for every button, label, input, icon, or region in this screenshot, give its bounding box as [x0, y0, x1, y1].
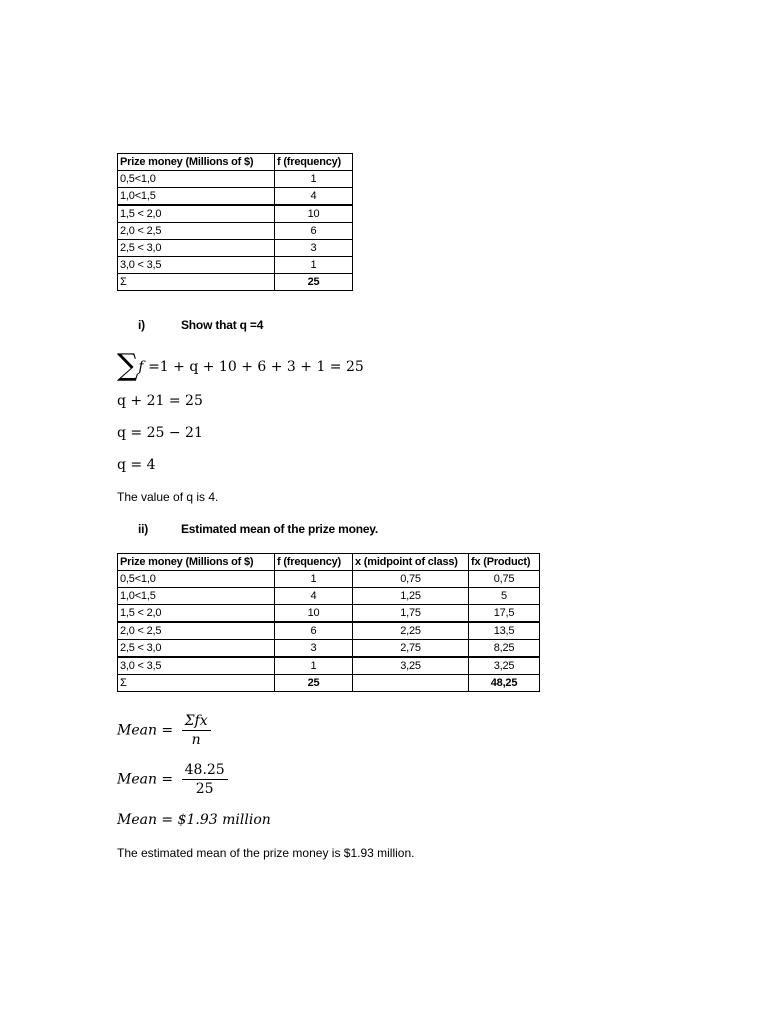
- table-row: [118, 223, 353, 240]
- part-i-heading: [138, 318, 438, 334]
- frequency-cell: 6: [275, 223, 353, 240]
- table-row: [118, 640, 540, 658]
- fraction-numerator: [182, 712, 211, 731]
- frequency-cell: 10: [275, 205, 353, 223]
- total-product-cell: 48,25: [469, 675, 540, 692]
- fraction-numerator: 48.25: [182, 761, 228, 780]
- midpoint-cell: 3,25: [353, 657, 469, 675]
- total-frequency-cell: 25: [275, 274, 353, 291]
- midpoint-cell: 2,75: [353, 640, 469, 658]
- mean-label: Mean =: [117, 771, 174, 788]
- midpoint-cell: 1,75: [353, 605, 469, 623]
- table-row: [118, 205, 353, 223]
- mean-result: [117, 812, 271, 828]
- sum-variable: f: [138, 359, 144, 375]
- frequency-cell: 1: [275, 171, 353, 188]
- mean-result-text: Mean = $1.93 million: [117, 812, 271, 828]
- product-cell: 0,75: [469, 571, 540, 588]
- table-row: [118, 188, 353, 206]
- header-frequency: f (frequency): [275, 554, 353, 571]
- frequency-cell: 4: [275, 588, 353, 605]
- sum-fx-text: Σfx: [184, 713, 208, 729]
- sigma-cell: Σ: [118, 274, 275, 291]
- product-cell: 8,25: [469, 640, 540, 658]
- class-cell: 1,5 < 2,0: [118, 205, 275, 223]
- frequency-cell: 1: [275, 257, 353, 274]
- part-i-number: i): [138, 318, 145, 332]
- table-row: [118, 571, 540, 588]
- table-row: [118, 605, 540, 623]
- part-ii-heading: [138, 522, 538, 538]
- header-product: fx (Product): [469, 554, 540, 571]
- midpoint-cell: 2,25: [353, 622, 469, 640]
- part-ii-title: Estimated mean of the prize money.: [181, 522, 379, 536]
- mean-conclusion-text: The estimated mean of the prize money is $1.93 million.: [117, 846, 415, 860]
- product-cell: 13,5: [469, 622, 540, 640]
- header-prize-money: Prize money (Millions of $): [118, 554, 275, 571]
- total-frequency-cell: 25: [275, 675, 353, 692]
- mean-formula: [117, 712, 211, 749]
- frequency-table: [117, 153, 353, 291]
- mean-fraction: [182, 712, 211, 749]
- mean-substitution: [117, 761, 228, 798]
- mean-label: Mean =: [117, 722, 174, 739]
- n-text: n: [191, 732, 201, 748]
- class-cell: 0,5<1,0: [118, 571, 275, 588]
- product-cell: 5: [469, 588, 540, 605]
- mean-calculation-table: [117, 553, 540, 692]
- class-cell: 2,0 < 2,5: [118, 622, 275, 640]
- frequency-cell: 1: [275, 657, 353, 675]
- summation-symbol: ∑: [117, 348, 139, 383]
- table-total-row: [118, 675, 540, 692]
- table-header-row: [118, 154, 353, 171]
- empty-midpoint-cell: [353, 675, 469, 692]
- frequency-cell: 3: [275, 640, 353, 658]
- equation-line: q + 21 = 25: [117, 393, 203, 409]
- frequency-cell: 4: [275, 188, 353, 206]
- product-cell: 17,5: [469, 605, 540, 623]
- table-row: [118, 240, 353, 257]
- header-frequency: f (frequency): [275, 154, 353, 171]
- header-midpoint: x (midpoint of class): [353, 554, 469, 571]
- frequency-cell: 6: [275, 622, 353, 640]
- table-row: [118, 171, 353, 188]
- frequency-cell: 1: [275, 571, 353, 588]
- class-cell: 3,0 < 3,5: [118, 657, 275, 675]
- part-ii-number: ii): [138, 522, 149, 536]
- class-cell: 2,5 < 3,0: [118, 240, 275, 257]
- table-row: [118, 588, 540, 605]
- class-cell: 1,0<1,5: [118, 588, 275, 605]
- fraction-denominator: [182, 731, 211, 749]
- part-i-title: Show that q =4: [181, 318, 264, 332]
- product-cell: 3,25: [469, 657, 540, 675]
- frequency-cell: 10: [275, 605, 353, 623]
- class-cell: 1,0<1,5: [118, 188, 275, 206]
- equation-line: q = 4: [117, 457, 156, 473]
- table-row: [118, 257, 353, 274]
- header-prize-money: Prize money (Millions of $): [118, 154, 275, 171]
- mean-value-fraction: [182, 761, 228, 798]
- fraction-denominator: 25: [195, 781, 214, 797]
- sum-equation: [117, 344, 364, 383]
- midpoint-cell: 1,25: [353, 588, 469, 605]
- sigma-cell: Σ: [118, 675, 275, 692]
- table-row: [118, 622, 540, 640]
- class-cell: 1,5 < 2,0: [118, 605, 275, 623]
- sum-expression: =1 + q + 10 + 6 + 3 + 1 = 25: [148, 359, 364, 375]
- class-cell: 0,5<1,0: [118, 171, 275, 188]
- class-cell: 2,0 < 2,5: [118, 223, 275, 240]
- class-cell: 3,0 < 3,5: [118, 257, 275, 274]
- table-row: [118, 657, 540, 675]
- equation-line: q = 25 − 21: [117, 425, 203, 441]
- class-cell: 2,5 < 3,0: [118, 640, 275, 658]
- conclusion-text: The value of q is 4.: [117, 490, 219, 504]
- midpoint-cell: 0,75: [353, 571, 469, 588]
- table-total-row: [118, 274, 353, 291]
- frequency-cell: 3: [275, 240, 353, 257]
- table-header-row: [118, 554, 540, 571]
